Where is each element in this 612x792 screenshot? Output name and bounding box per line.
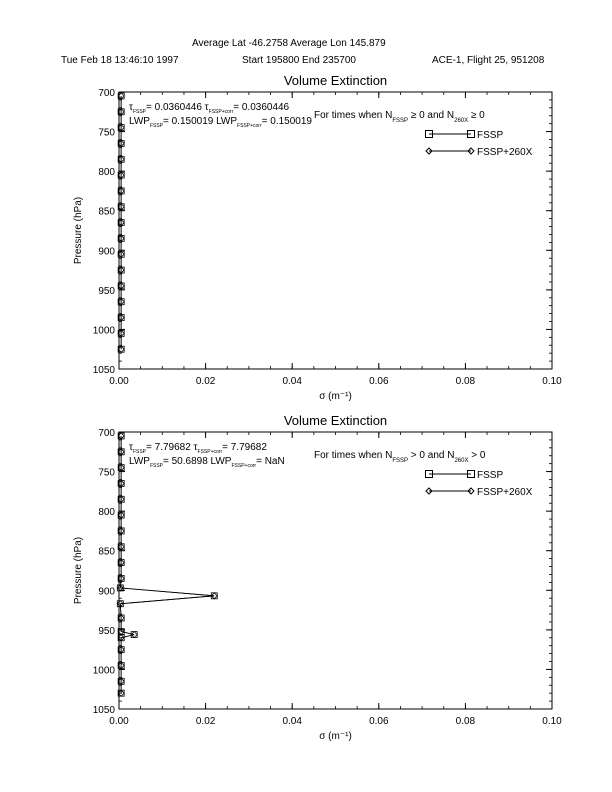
y-tick-label: 800 bbox=[98, 167, 115, 179]
y-tick-label: 900 bbox=[98, 246, 115, 258]
x-tick-label: 0.00 bbox=[109, 716, 129, 727]
tau-stats: $\tau_{FSSP}= 0.0360446$ $\tau_{FSSP+corr}= 0.0360446$ bbox=[129, 102, 290, 115]
legend-label: FSSP bbox=[477, 130, 504, 141]
chart-panel-1 bbox=[73, 73, 562, 402]
y-tick-label: 950 bbox=[98, 625, 115, 637]
y-tick-label: 1050 bbox=[92, 365, 115, 376]
x-tick-label: 0.02 bbox=[195, 716, 216, 727]
y-tick-label: 1050 bbox=[92, 705, 115, 716]
x-tick-label: 0.08 bbox=[455, 376, 476, 387]
header-location: Average Lat -46.2758 Average Lon 145.879 bbox=[192, 38, 386, 49]
series-line-fssp bbox=[120, 436, 214, 693]
lwp-stats: $LWP_{FSSP}= 0.150019$ $LWP_{FSSP+corr}= 0.150019$ bbox=[129, 116, 312, 129]
condition-text: For times when $N_{FSSP} > 0$ and $N_{260X} > 0$ bbox=[314, 450, 486, 464]
x-tick-label: 0.10 bbox=[542, 376, 562, 387]
y-tick-label: 750 bbox=[98, 127, 115, 139]
y-tick-label: 850 bbox=[98, 546, 115, 558]
y-tick-label: 1000 bbox=[92, 325, 115, 337]
x-tick-label: 0.06 bbox=[369, 716, 389, 727]
legend-label: FSSP+260X bbox=[477, 487, 533, 498]
y-axis-label: Pressure (hPa) bbox=[73, 196, 84, 265]
legend-label: FSSP bbox=[477, 470, 504, 481]
header-times: Start 195800 End 235700 bbox=[242, 55, 356, 66]
x-axis-label: σ (m⁻¹) bbox=[319, 731, 352, 742]
header-flight: ACE-1, Flight 25, 951208 bbox=[432, 55, 545, 66]
y-tick-label: 700 bbox=[98, 88, 115, 99]
x-axis-label: σ (m⁻¹) bbox=[319, 391, 352, 402]
y-tick-label: 750 bbox=[98, 467, 115, 479]
condition-text: For times when $N_{FSSP} \ge 0$ and $N_{260X} \ge 0$ bbox=[314, 110, 485, 124]
x-tick-label: 0.10 bbox=[542, 716, 562, 727]
y-axis-label: Pressure (hPa) bbox=[73, 536, 84, 605]
legend-label: FSSP+260X bbox=[477, 147, 533, 158]
y-tick-label: 700 bbox=[98, 428, 115, 439]
chart-title: Volume Extinction bbox=[283, 73, 388, 88]
lwp-stats: $LWP_{FSSP}= 50.6898$ $LWP_{FSSP+corr}=$ NaN bbox=[129, 456, 285, 469]
x-tick-label: 0.04 bbox=[282, 376, 302, 387]
y-tick-label: 1000 bbox=[92, 665, 115, 677]
x-tick-label: 0.00 bbox=[109, 376, 129, 387]
tau-stats: $\tau_{FSSP}= 7.79682$ $\tau_{FSSP+corr}= 7.79682$ bbox=[129, 442, 267, 455]
header-date: Tue Feb 18 13:46:10 1997 bbox=[61, 55, 179, 66]
y-tick-label: 800 bbox=[98, 507, 115, 519]
x-tick-label: 0.04 bbox=[282, 716, 302, 727]
chart-title: Volume Extinction bbox=[283, 413, 388, 428]
y-tick-label: 900 bbox=[98, 586, 115, 598]
x-tick-label: 0.08 bbox=[455, 716, 476, 727]
chart-panel-2 bbox=[73, 413, 562, 742]
y-tick-label: 950 bbox=[98, 285, 115, 297]
y-tick-label: 850 bbox=[98, 206, 115, 218]
series-line-fssp-260x bbox=[120, 436, 214, 693]
x-tick-label: 0.06 bbox=[369, 376, 389, 387]
x-tick-label: 0.02 bbox=[195, 376, 216, 387]
